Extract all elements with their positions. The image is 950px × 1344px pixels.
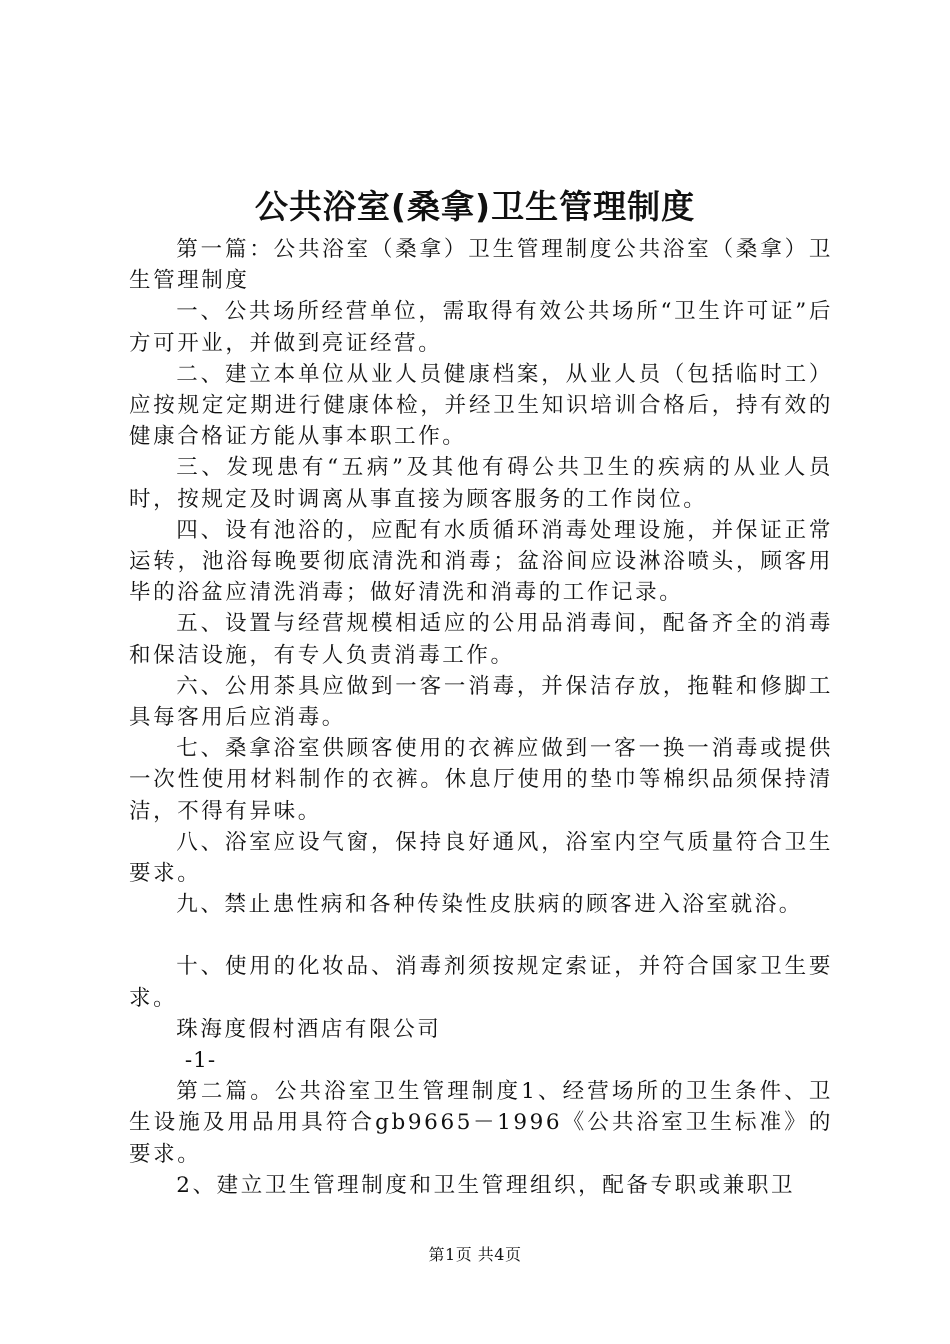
paragraph-part1-heading: 第一篇：公共浴室（桑拿）卫生管理制度公共浴室（桑拿）卫生管理制度 [129,237,833,294]
paragraph-part2-heading: 第二篇。公共浴室卫生管理制度1、经营场所的卫生条件、卫生设施及用品用具符合gb9665－1996《公共浴室卫生标准》的要求。 [129,1079,833,1167]
paragraph-item-7: 七、桑拿浴室供顾客使用的衣裤应做到一客一换一消毒或提供一次性使用材料制作的衣裤。休息厅使用的垫巾等棉织品须保持清洁，不得有异味。 [129,736,833,824]
paragraph-part2-item-2: 2、建立卫生管理制度和卫生管理组织，配备专职或兼职卫 [176,1172,796,1198]
paragraph-item-2: 二、建立本单位从业人员健康档案，从业人员（包括临时工）应按规定定期进行健康体检，并经卫生知识培训合格后，持有效的健康合格证方能从事本职工作。 [129,361,833,450]
paragraph-item-1: 一、公共场所经营单位，需取得有效公共场所“卫生许可证”后方可开业，并做到亮证经营。 [129,299,833,356]
paragraph-item-9: 九、禁止患性病和各种传染性皮肤病的顾客进入浴室就浴。 [176,892,803,918]
paragraph-item-6: 六、公用茶具应做到一客一消毒，并保洁存放，拖鞋和修脚工具每客用后应消毒。 [129,673,833,731]
company-name: 珠海度假村酒店有限公司 [176,1016,442,1042]
paragraph-item-10: 十、使用的化妆品、消毒剂须按规定索证，并符合国家卫生要求。 [129,954,833,1011]
paragraph-item-3: 三、发现患有“五病”及其他有碍公共卫生的疾病的从业人员时，按规定及时调离从事直接为顾客服务的工作岗位。 [129,455,833,512]
inline-page-marker: -1- [184,1048,217,1074]
paragraph-item-8: 八、浴室应设气窗，保持良好通风，浴室内空气质量符合卫生要求。 [129,829,833,887]
document-body [129,234,833,1201]
paragraph-item-5: 五、设置与经营规模相适应的公用品消毒间，配备齐全的消毒和保洁设施，有专人负责消毒工作。 [129,611,833,668]
page-footer: 第1页 共4页 [428,1245,522,1264]
document-title: 公共浴室(桑拿)卫生管理制度 [254,187,696,226]
paragraph-item-4: 四、设有池浴的，应配有水质循环消毒处理设施，并保证正常运转，池浴每晚要彻底清洗和消毒；盆浴间应设淋浴喷头，顾客用毕的浴盆应清洗消毒；做好清洗和消毒的工作记录。 [129,517,833,606]
